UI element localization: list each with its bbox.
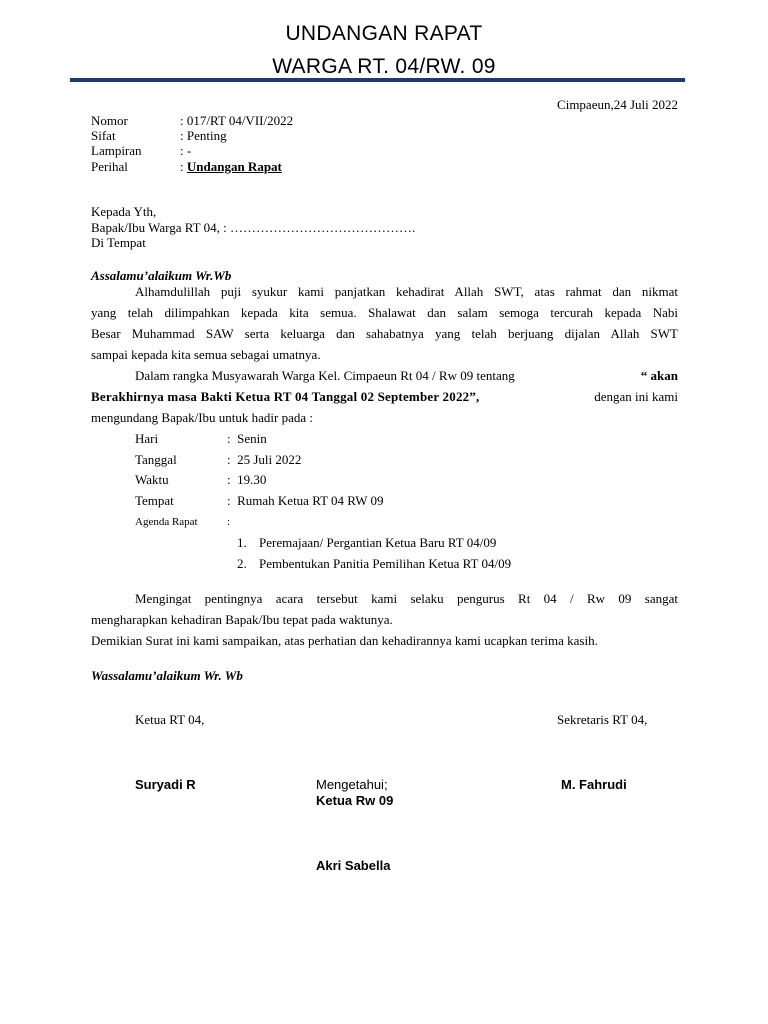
- tempat-label: Tempat: [135, 493, 174, 508]
- paragraph-2-line1: Dalam rangka Musyawarah Warga Kel. Cimpaeun Rt 04 / Rw 09 tentang: [135, 368, 515, 383]
- agenda-colon: :: [227, 516, 231, 528]
- hari-label: Hari: [135, 431, 159, 446]
- recipient-line2: Bapak/Ibu Warga RT 04, : …………………………………….: [91, 220, 416, 235]
- document-title: UNDANGAN RAPAT: [285, 22, 483, 45]
- header-rule: [70, 78, 685, 82]
- hari-value: : Senin: [227, 431, 267, 446]
- sekretaris-rt-name: M. Fahrudi: [561, 777, 627, 792]
- ketua-rw-title: Ketua Rw 09: [316, 793, 394, 808]
- ketua-rt-title: Ketua RT 04,: [135, 712, 205, 727]
- mengetahui-label: Mengetahui;: [316, 777, 388, 792]
- sifat-value: : Penting: [180, 128, 227, 143]
- paragraph-3-line2: mengharapkan kehadiran Bapak/Ibu tepat pada waktunya.: [91, 612, 393, 627]
- waktu-label: Waktu: [135, 472, 169, 487]
- agenda-item-text: Peremajaan/ Pergantian Ketua Baru RT 04/09: [259, 535, 497, 550]
- paragraph-1-line4: sampai kepada kita semua sebagai umatnya.: [91, 347, 321, 362]
- tempat-value: : Rumah Ketua RT 04 RW 09: [227, 493, 384, 508]
- paragraph-2-line2-bold: Berakhirnya masa Bakti Ketua RT 04 Tanggal 02 September 2022”,: [91, 389, 480, 404]
- perihal-value: [180, 159, 282, 175]
- lampiran-label: Lampiran: [91, 143, 142, 158]
- paragraph-1-line3: Besar Muhammad SAW serta keluarga dan sahabatnya yang telah berjuang dijalan Allah SWT: [91, 326, 678, 341]
- paragraph-1-line2: yang telah dilimpahkan kepada kita semua. Shalawat dan salam semoga tercurah kepada Nabi: [91, 305, 678, 320]
- paragraph-2-line2-tail: dengan ini kami: [594, 389, 678, 404]
- recipient-line3: Di Tempat: [91, 235, 146, 250]
- waktu-value: : 19.30: [227, 472, 267, 487]
- paragraph-1-line1: Alhamdulillah puji syukur kami panjatkan kehadirat Allah SWT, atas rahmat dan nikmat: [135, 284, 678, 299]
- perihal-subject: Undangan Rapat: [186, 159, 282, 174]
- agenda-item-text: Pembentukan Panitia Pemilihan Ketua RT 04/09: [259, 556, 512, 571]
- perihal-label: Perihal: [91, 159, 128, 174]
- nomor-label: Nomor: [91, 113, 128, 128]
- agenda-label: Agenda Rapat: [135, 516, 198, 528]
- lampiran-value: : -: [180, 143, 192, 158]
- recipient-line1: Kepada Yth,: [91, 204, 157, 219]
- agenda-item-number: 2.: [237, 556, 247, 571]
- ketua-rt-name: Suryadi R: [135, 777, 196, 792]
- tanggal-value: : 25 Juli 2022: [227, 452, 302, 467]
- sifat-label: Sifat: [91, 128, 116, 143]
- tanggal-label: Tanggal: [135, 452, 177, 467]
- paragraph-2-quote-open: “ akan: [640, 368, 678, 383]
- ketua-rw-name: Akri Sabella: [316, 858, 391, 873]
- farewell: Wassalamu’alaikum Wr. Wb: [91, 668, 243, 683]
- paragraph-4: Demikian Surat ini kami sampaikan, atas perhatian dan kehadirannya kami ucapkan terima kasih.: [91, 633, 598, 648]
- paragraph-2-line3: mengundang Bapak/Ibu untuk hadir pada :: [91, 410, 314, 425]
- nomor-value: : 017/RT 04/VII/2022: [180, 113, 294, 128]
- sekretaris-rt-title: Sekretaris RT 04,: [557, 712, 648, 727]
- paragraph-3-line1: Mengingat pentingnya acara tersebut kami selaku pengurus Rt 04 / Rw 09 sangat: [135, 591, 678, 606]
- perihal-colon: :: [180, 159, 187, 174]
- agenda-item-number: 1.: [237, 535, 247, 550]
- greeting: Assalamu’alaikum Wr.Wb: [91, 268, 232, 283]
- place-date: Cimpaeun,24 Juli 2022: [557, 97, 678, 112]
- document-subtitle: WARGA RT. 04/RW. 09: [272, 55, 496, 78]
